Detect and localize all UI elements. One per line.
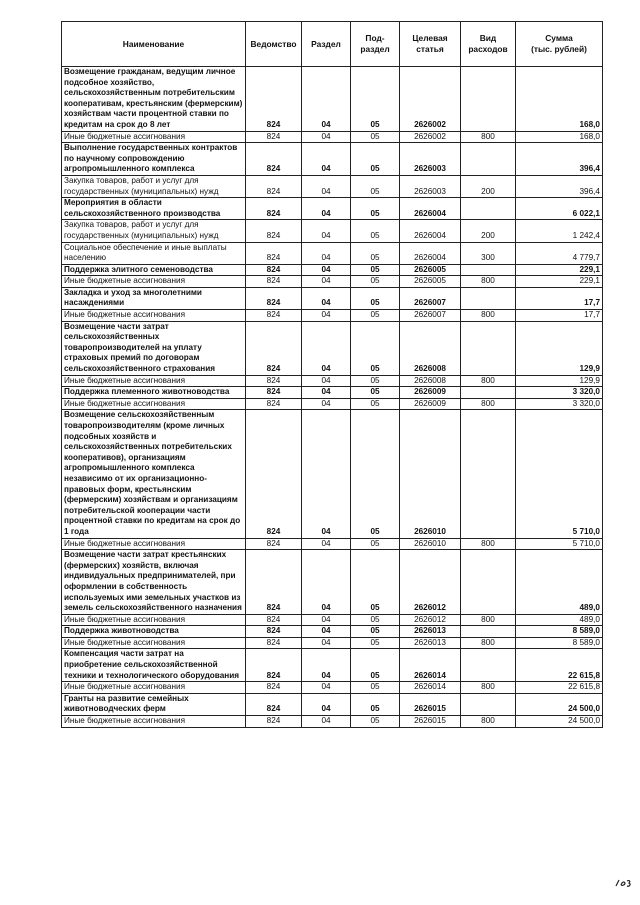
cell-summa: 17,7 xyxy=(516,287,603,309)
cell-podrazdel: 05 xyxy=(351,310,400,322)
cell-razdel: 04 xyxy=(302,375,351,387)
cell-vedomstvo: 824 xyxy=(246,321,302,375)
cell-name: Иные бюджетные ассигнования xyxy=(62,682,246,694)
cell-celevaya-statya: 2626004 xyxy=(400,220,461,242)
table-row xyxy=(62,321,603,375)
table-row xyxy=(62,131,603,143)
cell-vid-rashodov xyxy=(461,321,516,375)
cell-vedomstvo: 824 xyxy=(246,143,302,176)
cell-summa: 129,9 xyxy=(516,375,603,387)
table-row xyxy=(62,143,603,176)
cell-name: Поддержка племенного животноводства xyxy=(62,387,246,399)
cell-podrazdel: 05 xyxy=(351,410,400,538)
cell-summa: 3 320,0 xyxy=(516,387,603,399)
cell-celevaya-statya: 2626004 xyxy=(400,198,461,220)
cell-vedomstvo: 824 xyxy=(246,626,302,638)
cell-name: Иные бюджетные ассигнования xyxy=(62,375,246,387)
cell-razdel: 04 xyxy=(302,67,351,132)
table-row xyxy=(62,276,603,288)
cell-podrazdel: 05 xyxy=(351,242,400,264)
cell-podrazdel: 05 xyxy=(351,143,400,176)
cell-vedomstvo: 824 xyxy=(246,614,302,626)
cell-vid-rashodov: 800 xyxy=(461,310,516,322)
cell-razdel: 04 xyxy=(302,626,351,638)
cell-podrazdel: 05 xyxy=(351,716,400,728)
cell-vid-rashodov: 800 xyxy=(461,716,516,728)
cell-vedomstvo: 824 xyxy=(246,538,302,550)
cell-razdel: 04 xyxy=(302,538,351,550)
cell-summa: 4 779,7 xyxy=(516,242,603,264)
cell-razdel: 04 xyxy=(302,310,351,322)
cell-vid-rashodov xyxy=(461,143,516,176)
cell-celevaya-statya: 2626014 xyxy=(400,649,461,682)
cell-podrazdel: 05 xyxy=(351,614,400,626)
cell-razdel: 04 xyxy=(302,175,351,197)
budget-table xyxy=(61,21,603,728)
cell-vid-rashodov xyxy=(461,264,516,276)
cell-summa: 17,7 xyxy=(516,310,603,322)
cell-name: Поддержка элитного семеноводства xyxy=(62,264,246,276)
table-row xyxy=(62,649,603,682)
cell-vedomstvo: 824 xyxy=(246,693,302,715)
cell-celevaya-statya: 2626003 xyxy=(400,143,461,176)
cell-name: Закладка и уход за многолетними насаждениями xyxy=(62,287,246,309)
cell-razdel: 04 xyxy=(302,264,351,276)
cell-summa: 24 500,0 xyxy=(516,716,603,728)
table-row xyxy=(62,716,603,728)
cell-name: Возмещение гражданам, ведущим личное подсобное хозяйство, сельскохозяйственным потребительским кооперативам, крестьянским (фермерским) хозяйствам части процентной ставки по кредитам на срок до 8 лет xyxy=(62,67,246,132)
cell-vid-rashodov: 800 xyxy=(461,614,516,626)
cell-name: Иные бюджетные ассигнования xyxy=(62,716,246,728)
cell-razdel: 04 xyxy=(302,242,351,264)
cell-vid-rashodov xyxy=(461,626,516,638)
cell-name: Иные бюджетные ассигнования xyxy=(62,131,246,143)
table-row xyxy=(62,398,603,410)
cell-vid-rashodov xyxy=(461,550,516,615)
cell-podrazdel: 05 xyxy=(351,682,400,694)
table-row xyxy=(62,626,603,638)
cell-name: Социальное обеспечение и иные выплаты населению xyxy=(62,242,246,264)
table-row xyxy=(62,410,603,538)
cell-vedomstvo: 824 xyxy=(246,242,302,264)
header-name: Наименование xyxy=(62,22,246,67)
cell-summa: 24 500,0 xyxy=(516,693,603,715)
cell-celevaya-statya: 2626007 xyxy=(400,310,461,322)
cell-celevaya-statya: 2626012 xyxy=(400,614,461,626)
cell-summa: 8 589,0 xyxy=(516,626,603,638)
cell-celevaya-statya: 2626004 xyxy=(400,242,461,264)
cell-razdel: 04 xyxy=(302,550,351,615)
header-summa: Сумма (тыс. рублей) xyxy=(516,22,603,67)
table-row xyxy=(62,287,603,309)
cell-celevaya-statya: 2626013 xyxy=(400,637,461,649)
header-podrazdel: Под- раздел xyxy=(351,22,400,67)
cell-vid-rashodov: 800 xyxy=(461,131,516,143)
cell-podrazdel: 05 xyxy=(351,637,400,649)
cell-name: Закупка товаров, работ и услуг для государственных (муниципальных) нужд xyxy=(62,220,246,242)
cell-razdel: 04 xyxy=(302,614,351,626)
cell-summa: 22 615,8 xyxy=(516,649,603,682)
cell-vid-rashodov xyxy=(461,287,516,309)
cell-summa: 8 589,0 xyxy=(516,637,603,649)
cell-vid-rashodov xyxy=(461,198,516,220)
header-celevaya-statya: Целевая статья xyxy=(400,22,461,67)
cell-razdel: 04 xyxy=(302,131,351,143)
cell-razdel: 04 xyxy=(302,682,351,694)
cell-razdel: 04 xyxy=(302,287,351,309)
cell-celevaya-statya: 2626015 xyxy=(400,716,461,728)
cell-vedomstvo: 824 xyxy=(246,375,302,387)
table-row xyxy=(62,220,603,242)
cell-vedomstvo: 824 xyxy=(246,131,302,143)
cell-vedomstvo: 824 xyxy=(246,175,302,197)
cell-podrazdel: 05 xyxy=(351,398,400,410)
table-row xyxy=(62,310,603,322)
cell-razdel: 04 xyxy=(302,398,351,410)
cell-vedomstvo: 824 xyxy=(246,220,302,242)
cell-razdel: 04 xyxy=(302,198,351,220)
cell-vid-rashodov xyxy=(461,410,516,538)
cell-vedomstvo: 824 xyxy=(246,310,302,322)
cell-podrazdel: 05 xyxy=(351,287,400,309)
handwritten-page-number xyxy=(614,876,634,890)
cell-celevaya-statya: 2626005 xyxy=(400,276,461,288)
cell-celevaya-statya: 2626009 xyxy=(400,398,461,410)
cell-podrazdel: 05 xyxy=(351,387,400,399)
cell-name: Компенсация части затрат на приобретение сельскохозяйственной техники и технологического оборудования xyxy=(62,649,246,682)
cell-summa: 489,0 xyxy=(516,550,603,615)
table-row xyxy=(62,614,603,626)
cell-celevaya-statya: 2626007 xyxy=(400,287,461,309)
cell-celevaya-statya: 2626012 xyxy=(400,550,461,615)
cell-vid-rashodov: 300 xyxy=(461,242,516,264)
cell-razdel: 04 xyxy=(302,637,351,649)
table-row xyxy=(62,375,603,387)
cell-vedomstvo: 824 xyxy=(246,649,302,682)
cell-vedomstvo: 824 xyxy=(246,276,302,288)
cell-vid-rashodov xyxy=(461,387,516,399)
cell-summa: 396,4 xyxy=(516,175,603,197)
cell-razdel: 04 xyxy=(302,276,351,288)
cell-razdel: 04 xyxy=(302,143,351,176)
cell-razdel: 04 xyxy=(302,387,351,399)
cell-celevaya-statya: 2626008 xyxy=(400,321,461,375)
cell-podrazdel: 05 xyxy=(351,626,400,638)
cell-summa: 489,0 xyxy=(516,614,603,626)
cell-razdel: 04 xyxy=(302,693,351,715)
cell-summa: 5 710,0 xyxy=(516,410,603,538)
cell-celevaya-statya: 2626009 xyxy=(400,387,461,399)
cell-summa: 129,9 xyxy=(516,321,603,375)
cell-summa: 168,0 xyxy=(516,131,603,143)
cell-celevaya-statya: 2626015 xyxy=(400,693,461,715)
cell-celevaya-statya: 2626002 xyxy=(400,67,461,132)
table-row xyxy=(62,682,603,694)
cell-name: Иные бюджетные ассигнования xyxy=(62,614,246,626)
cell-vid-rashodov xyxy=(461,67,516,132)
cell-name: Гранты на развитие семейных животноводческих ферм xyxy=(62,693,246,715)
cell-podrazdel: 05 xyxy=(351,321,400,375)
cell-name: Поддержка животноводства xyxy=(62,626,246,638)
cell-podrazdel: 05 xyxy=(351,264,400,276)
cell-summa: 5 710,0 xyxy=(516,538,603,550)
cell-name: Возмещение сельскохозяйственным товаропроизводителям (кроме личных подсобных хозяйств и сельскохозяйственных потребительских кооперативов), организациям агропромышленного комплекса независимо от их организационно-правовых форм, крестьянским (фермерским) хозяйствам и организациям потребительской кооперации части процентной ставки по кредитам на срок до 1 года xyxy=(62,410,246,538)
cell-vid-rashodov: 800 xyxy=(461,398,516,410)
cell-summa: 1 242,4 xyxy=(516,220,603,242)
cell-summa: 396,4 xyxy=(516,143,603,176)
cell-podrazdel: 05 xyxy=(351,198,400,220)
cell-name: Мероприятия в области сельскохозяйственного производства xyxy=(62,198,246,220)
cell-summa: 168,0 xyxy=(516,67,603,132)
cell-summa: 22 615,8 xyxy=(516,682,603,694)
table-row xyxy=(62,550,603,615)
cell-summa: 229,1 xyxy=(516,264,603,276)
cell-razdel: 04 xyxy=(302,321,351,375)
cell-vid-rashodov xyxy=(461,649,516,682)
table-row xyxy=(62,538,603,550)
cell-vid-rashodov xyxy=(461,693,516,715)
cell-podrazdel: 05 xyxy=(351,67,400,132)
cell-podrazdel: 05 xyxy=(351,693,400,715)
cell-vid-rashodov: 200 xyxy=(461,220,516,242)
cell-vedomstvo: 824 xyxy=(246,637,302,649)
header-vedomstvo: Ведомство xyxy=(246,22,302,67)
cell-celevaya-statya: 2626010 xyxy=(400,538,461,550)
cell-vid-rashodov: 200 xyxy=(461,175,516,197)
table-row xyxy=(62,387,603,399)
cell-razdel: 04 xyxy=(302,716,351,728)
cell-razdel: 04 xyxy=(302,649,351,682)
cell-name: Выполнение государственных контрактов по научному сопровождению агропромышленного комплекса xyxy=(62,143,246,176)
cell-vedomstvo: 824 xyxy=(246,198,302,220)
cell-celevaya-statya: 2626008 xyxy=(400,375,461,387)
cell-podrazdel: 05 xyxy=(351,276,400,288)
cell-podrazdel: 05 xyxy=(351,550,400,615)
table-row xyxy=(62,67,603,132)
cell-celevaya-statya: 2626013 xyxy=(400,626,461,638)
cell-summa: 3 320,0 xyxy=(516,398,603,410)
cell-podrazdel: 05 xyxy=(351,649,400,682)
cell-vedomstvo: 824 xyxy=(246,287,302,309)
cell-name: Иные бюджетные ассигнования xyxy=(62,538,246,550)
table-row xyxy=(62,637,603,649)
cell-podrazdel: 05 xyxy=(351,375,400,387)
table-row xyxy=(62,693,603,715)
cell-name: Возмещение части затрат сельскохозяйственных товаропроизводителей на уплату страховых премий по договорам сельскохозяйственного страхования xyxy=(62,321,246,375)
cell-vedomstvo: 824 xyxy=(246,67,302,132)
cell-vedomstvo: 824 xyxy=(246,716,302,728)
header-vid-rashodov: Вид расходов xyxy=(461,22,516,67)
cell-name: Иные бюджетные ассигнования xyxy=(62,310,246,322)
cell-vedomstvo: 824 xyxy=(246,410,302,538)
cell-podrazdel: 05 xyxy=(351,538,400,550)
cell-vid-rashodov: 800 xyxy=(461,276,516,288)
cell-summa: 6 022,1 xyxy=(516,198,603,220)
cell-celevaya-statya: 2626003 xyxy=(400,175,461,197)
cell-name: Иные бюджетные ассигнования xyxy=(62,398,246,410)
cell-name: Закупка товаров, работ и услуг для государственных (муниципальных) нужд xyxy=(62,175,246,197)
cell-podrazdel: 05 xyxy=(351,131,400,143)
cell-vedomstvo: 824 xyxy=(246,387,302,399)
cell-celevaya-statya: 2626010 xyxy=(400,410,461,538)
table-row xyxy=(62,264,603,276)
cell-celevaya-statya: 2626005 xyxy=(400,264,461,276)
cell-vid-rashodov: 800 xyxy=(461,637,516,649)
cell-razdel: 04 xyxy=(302,220,351,242)
table-row xyxy=(62,242,603,264)
cell-celevaya-statya: 2626014 xyxy=(400,682,461,694)
cell-razdel: 04 xyxy=(302,410,351,538)
cell-podrazdel: 05 xyxy=(351,175,400,197)
cell-summa: 229,1 xyxy=(516,276,603,288)
table-header xyxy=(62,22,603,67)
table-row xyxy=(62,198,603,220)
cell-name: Иные бюджетные ассигнования xyxy=(62,276,246,288)
cell-vedomstvo: 824 xyxy=(246,264,302,276)
cell-vid-rashodov: 800 xyxy=(461,375,516,387)
cell-vedomstvo: 824 xyxy=(246,682,302,694)
cell-podrazdel: 05 xyxy=(351,220,400,242)
cell-name: Возмещение части затрат крестьянских (фермерских) хозяйств, включая индивидуальных предпринимателей, при оформлении в собственность используемых ими земельных участков из земель сельскохозяйственного назначения xyxy=(62,550,246,615)
cell-name: Иные бюджетные ассигнования xyxy=(62,637,246,649)
header-razdel: Раздел xyxy=(302,22,351,67)
cell-vedomstvo: 824 xyxy=(246,550,302,615)
cell-vedomstvo: 824 xyxy=(246,398,302,410)
cell-vid-rashodov: 800 xyxy=(461,682,516,694)
cell-vid-rashodov: 800 xyxy=(461,538,516,550)
cell-celevaya-statya: 2626002 xyxy=(400,131,461,143)
table-row xyxy=(62,175,603,197)
